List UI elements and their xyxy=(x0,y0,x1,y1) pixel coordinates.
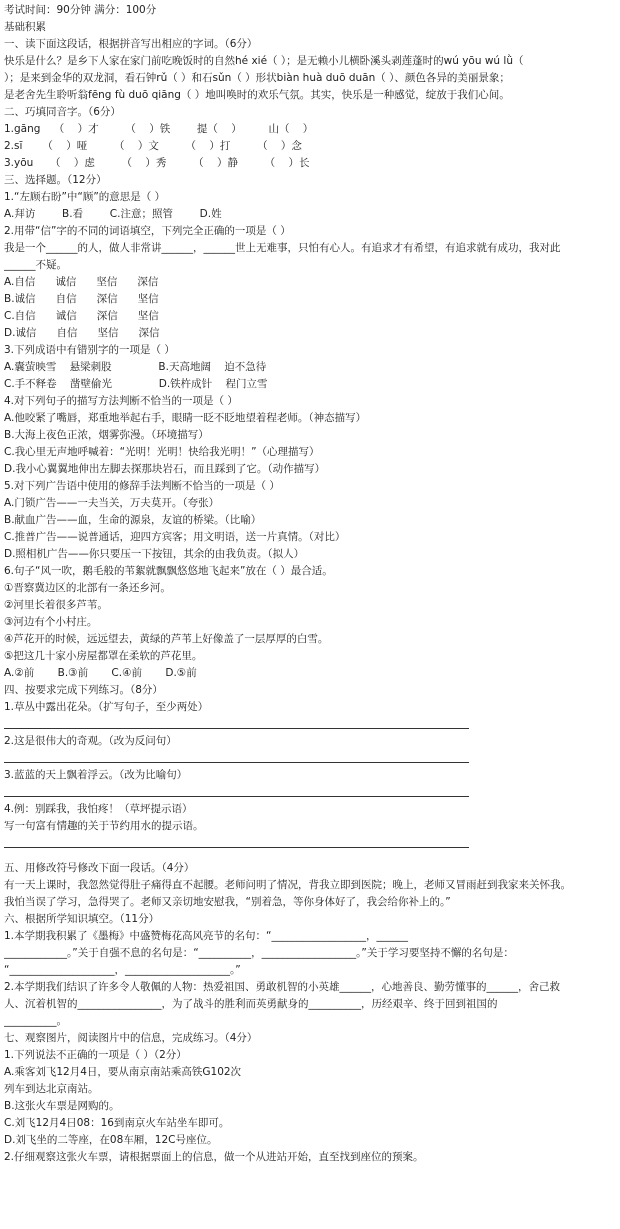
answer-line[interactable] xyxy=(4,750,616,767)
question-4-option-b: B.大海上夜色正浓，烟雾弥漫。（环境描写） xyxy=(4,429,209,441)
pinyin-paragraph-line: 快乐是什么？是乡下人家在家门前吃晚饭时的自然hé xié（ ）；是无赖小儿横卧溪头剥莲蓬时的wú yōu wú lǜ（ xyxy=(4,55,524,67)
question-3: 3.下列成语中有错别字的一项是（ ） xyxy=(4,344,175,356)
exercise-4: 4.例：别踩我，我怕疼！（草坪提示语） xyxy=(4,803,193,815)
question-6: 6.句子“风一吹，鹅毛般的苇絮就飘飘悠悠地飞起来”放在（ ）最合适。 xyxy=(4,565,333,577)
section-3-title: 三、选择题。（12分） xyxy=(4,174,107,186)
question-2-option-d: D.诚信 自信 坚信 深信 xyxy=(4,327,160,339)
question-6-sentence-1: ①晋察冀边区的北部有一条还乡河。 xyxy=(4,582,171,594)
exercise-2: 2.这是很伟大的奇观。（改为反问句） xyxy=(4,735,177,747)
section-2-title: 二、巧填同音字。（6分） xyxy=(4,106,121,118)
ticket-option-b: B.这张火车票是网购的。 xyxy=(4,1100,120,1112)
question-2-option-a: A.自信 诚信 坚信 深信 xyxy=(4,276,159,288)
exam-info: 考试时间：90分钟 满分：100分 xyxy=(4,4,157,16)
fill-in-line: “____________________，____________________。” xyxy=(4,964,241,976)
question-2-sentence: ______不疑。 xyxy=(4,259,67,271)
question-4-option-c: C.我心里无声地呼喊着：“光明！光明！快给我光明！”（心理描写） xyxy=(4,446,320,458)
homophone-row: 2.sī （ ）哑 （ ）文 （ ）打 （ ）念 xyxy=(4,140,302,152)
homophone-row: 3.yōu （ ）虑 （ ）秀 （ ）静 （ ）长 xyxy=(4,157,310,169)
exercise-3: 3.蓝蓝的天上飘着浮云。（改为比喻句） xyxy=(4,769,188,781)
question-4-option-a: A.他咬紧了嘴唇，郑重地举起右手，眼睛一眨不眨地望着程老师。（神态描写） xyxy=(4,412,367,424)
question-6-sentence-3: ③河边有个小村庄。 xyxy=(4,616,98,628)
question-1: 1.“左顾右盼”中“顾”的意思是（ ） xyxy=(4,191,166,203)
question-5-option-d: D.照相机广告——你只要压一下按钮，其余的由我负责。（拟人） xyxy=(4,548,305,560)
question-6-options: A.②前 B.③前 C.④前 D.⑤前 xyxy=(4,667,197,679)
question-2-sentence: 我是一个______的人，做人非常讲______，______世上无难事，只怕有心人。有追求才有希望，有追求就有成功，我对此 xyxy=(4,242,561,254)
ticket-option-a: A.乘客刘飞12月4日，要从南京南站乘高铁G102次 xyxy=(4,1066,242,1078)
question-4: 4.对下列句子的描写方法判断不恰当的一项是（ ） xyxy=(4,395,238,407)
homophone-row: 1.gāng （ ）才 （ ）铁 提（ ） 山（ ） xyxy=(4,123,314,135)
fill-in-line: 1.本学期我积累了《墨梅》中盛赞梅花高风亮节的名句：“__________________，______ xyxy=(4,930,408,942)
ticket-option-a-cont: 列车到达北京南站。 xyxy=(4,1083,99,1095)
pinyin-paragraph-line: 是老舍先生聆听翁fēng fù duō qiāng（ ）地叫唤时的欢乐气氛。其实，快乐是一种感觉，绽放于我们心间。 xyxy=(4,89,510,101)
revision-paragraph-line: 我怕当误了学习，急得哭了。老师又亲切地安慰我，“别着急，等你身体好了，我会给你补上的。” xyxy=(4,896,451,908)
answer-line[interactable] xyxy=(4,784,616,801)
ticket-question-2: 2.仔细观察这张火车票，请根据票面上的信息，做一个从进站开始，直至找到座位的预案。 xyxy=(4,1151,424,1163)
section-7-title: 七、观察图片，阅读图片中的信息，完成练习。（4分） xyxy=(4,1032,258,1044)
section-heading: 基础积累 xyxy=(4,21,46,33)
ticket-question-1: 1.下列说法不正确的一项是（ ）（2分） xyxy=(4,1049,187,1061)
exercise-1: 1.草丛中露出花朵。（扩写句子，至少两处） xyxy=(4,701,209,713)
fill-in-line: 人、沉着机智的________________，为了战斗的胜利而英勇献身的__________，历经艰辛、终于回到祖国的 xyxy=(4,998,498,1010)
question-6-sentence-5: ⑤把这几十家小房屋都罩在柔软的芦花里。 xyxy=(4,650,203,662)
section-1-title: 一、读下面这段话，根据拼音写出相应的字词。（6分） xyxy=(4,38,258,50)
question-5-option-b: B.献血广告——血，生命的源泉，友谊的桥梁。（比喻） xyxy=(4,514,262,526)
question-3-options-ab: A.囊萤映雪 悬梁刺股 B.天高地阔 迫不急待 xyxy=(4,361,267,373)
ticket-option-c: C.刘飞12月4日08：16到南京火车站坐车即可。 xyxy=(4,1117,230,1129)
question-1-options: A.拜访 B.看 C.注意；照管 D.姓 xyxy=(4,208,222,220)
question-2-option-c: C.自信 诚信 深信 坚信 xyxy=(4,310,159,322)
question-5-option-a: A.门锁广告——一夫当关，万夫莫开。（夸张） xyxy=(4,497,220,509)
question-5: 5.对下列广告语中使用的修辞手法判断不恰当的一项是（ ） xyxy=(4,480,280,492)
revision-paragraph-line: 有一天上课时，我忽然觉得肚子痛得直不起腰。老师问明了情况，背我立即到医院；晚上，老师又冒雨赶到我家来关怀我。 xyxy=(4,879,571,891)
answer-line[interactable] xyxy=(4,835,616,852)
question-6-sentence-4: ④芦花开的时候，远远望去，黄绿的芦苇上好像盖了一层厚厚的白雪。 xyxy=(4,633,329,645)
question-2: 2.用带“信”字的不同的词语填空，下列完全正确的一项是（ ） xyxy=(4,225,291,237)
question-6-sentence-2: ②河里长着很多芦苇。 xyxy=(4,599,108,611)
fill-in-line: ____________。”关于自强不息的名句是：“__________，__________________。”关于学习要坚持不懈的名句是： xyxy=(4,947,514,959)
exercise-4-task: 写一句富有情趣的关于节约用水的提示语。 xyxy=(4,820,204,832)
pinyin-paragraph-line: ）；是来到金华的双龙洞，看石钟rǔ（ ）和石sǔn（ ）形状biàn huà duō duān（ ）、颜色各异的美丽景象； xyxy=(4,72,510,84)
question-4-option-d: D.我小心翼翼地伸出左脚去探那块岩石，而且踩到了它。（动作描写） xyxy=(4,463,326,475)
section-6-title: 六、根据所学知识填空。（11分） xyxy=(4,913,160,925)
section-5-title: 五、用修改符号修改下面一段话。（4分） xyxy=(4,862,195,874)
fill-in-line: 2.本学期我们结识了许多令人敬佩的人物：热爱祖国、勇敢机智的小英雄______，心地善良、勤劳懂事的______，舍己救 xyxy=(4,981,561,993)
question-5-option-c: C.推普广告——说普通话，迎四方宾客；用文明语，送一片真情。（对比） xyxy=(4,531,346,543)
answer-line[interactable] xyxy=(4,716,616,733)
question-2-option-b: B.诚信 自信 深信 坚信 xyxy=(4,293,159,305)
question-3-options-cd: C.手不释卷 凿壁偷光 D.铁杵成针 程门立雪 xyxy=(4,378,268,390)
fill-in-line: __________。 xyxy=(4,1015,67,1027)
section-4-title: 四、按要求完成下列练习。（8分） xyxy=(4,684,163,696)
ticket-option-d: D.刘飞坐的二等座，在08车厢，12C号座位。 xyxy=(4,1134,218,1146)
